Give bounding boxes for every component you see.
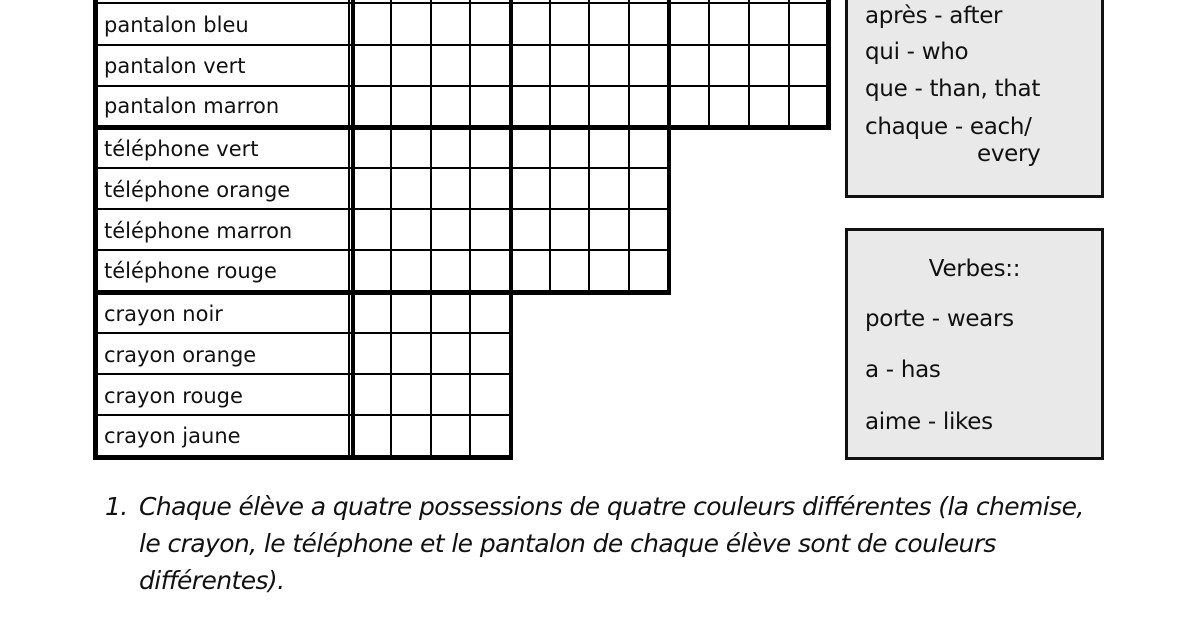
grid-cell[interactable] [513, 251, 548, 289]
grid-cell[interactable] [590, 251, 625, 289]
grid-cell[interactable] [630, 4, 665, 42]
grid-cell[interactable] [471, 4, 506, 42]
grid-line [94, 125, 831, 130]
grid-line [628, 0, 630, 293]
grid-cell[interactable] [355, 295, 390, 333]
grid-cell[interactable] [432, 46, 467, 84]
row-label: crayon noir [104, 302, 223, 326]
grid-cell[interactable] [630, 251, 665, 289]
grid-cell[interactable] [630, 169, 665, 207]
clue-line: différentes). [139, 566, 285, 595]
grid-cell[interactable] [471, 251, 506, 289]
grid-line [94, 290, 670, 295]
grid-cell[interactable] [513, 4, 548, 42]
grid-cell[interactable] [432, 334, 467, 372]
grid-cell[interactable] [471, 416, 506, 454]
grid-cell[interactable] [355, 87, 390, 125]
vocab-line: chaque - each/ [865, 114, 1032, 140]
clue-line: Chaque élève a quatre possessions de quatre couleurs différentes (la chemise, [139, 492, 1084, 521]
grid-cell[interactable] [432, 210, 467, 248]
grid-line [93, 0, 98, 460]
grid-line [469, 0, 471, 458]
grid-cell[interactable] [392, 375, 427, 413]
grid-line [748, 0, 750, 128]
grid-line [94, 373, 512, 375]
grid-cell[interactable] [513, 87, 548, 125]
grid-cell[interactable] [392, 251, 427, 289]
row-label: pantalon vert [104, 54, 246, 78]
grid-cell[interactable] [471, 295, 506, 333]
verb-line: a - has [865, 357, 941, 383]
grid-cell[interactable] [392, 130, 427, 168]
clue-number: 1. [105, 492, 128, 521]
grid-line [94, 44, 830, 46]
grid-line [94, 167, 670, 169]
grid-cell[interactable] [551, 251, 586, 289]
vocab-line: après - after [865, 3, 1003, 29]
grid-cell[interactable] [630, 210, 665, 248]
grid-cell[interactable] [671, 87, 706, 125]
grid-cell[interactable] [355, 334, 390, 372]
row-label: téléphone marron [104, 219, 293, 243]
clue-text [139, 488, 1099, 599]
grid-cell[interactable] [630, 87, 665, 125]
grid-line [94, 85, 830, 87]
grid-cell[interactable] [513, 210, 548, 248]
grid-cell[interactable] [750, 87, 785, 125]
grid-cell[interactable] [432, 169, 467, 207]
grid-cell[interactable] [392, 87, 427, 125]
grid-line [667, 0, 671, 295]
grid-cell[interactable] [392, 46, 427, 84]
grid-line [549, 0, 551, 293]
grid-cell[interactable] [355, 416, 390, 454]
grid-cell[interactable] [590, 169, 625, 207]
grid-cell[interactable] [432, 130, 467, 168]
grid-cell[interactable] [355, 210, 390, 248]
grid-cell[interactable] [750, 46, 785, 84]
grid-cell[interactable] [590, 130, 625, 168]
grid-line [94, 332, 512, 334]
grid-cell[interactable] [355, 46, 390, 84]
row-label: pantalon marron [104, 94, 280, 118]
grid-cell[interactable] [432, 4, 467, 42]
grid-line [94, 414, 512, 416]
grid-cell[interactable] [513, 169, 548, 207]
grid-line [509, 0, 513, 460]
grid-cell[interactable] [551, 210, 586, 248]
verbs-title: Verbes:: [928, 256, 1021, 282]
grid-cell[interactable] [392, 416, 427, 454]
grid-cell[interactable] [710, 46, 745, 84]
grid-cell[interactable] [471, 334, 506, 372]
grid-cell[interactable] [551, 130, 586, 168]
grid-cell[interactable] [355, 375, 390, 413]
grid-line [708, 0, 710, 128]
grid-cell[interactable] [471, 210, 506, 248]
grid-cell[interactable] [392, 4, 427, 42]
grid-line [588, 0, 590, 293]
vocab-line: qui - who [865, 39, 969, 65]
grid-cell[interactable] [551, 46, 586, 84]
grid-cell[interactable] [432, 295, 467, 333]
grid-cell[interactable] [790, 46, 825, 84]
grid-cell[interactable] [432, 87, 467, 125]
grid-cell[interactable] [551, 169, 586, 207]
row-label: crayon orange [104, 343, 257, 367]
verbs-box [845, 228, 1104, 460]
grid-cell[interactable] [392, 295, 427, 333]
grid-line [94, 2, 830, 4]
grid-cell[interactable] [590, 87, 625, 125]
grid-cell[interactable] [710, 4, 745, 42]
grid-cell[interactable] [790, 4, 825, 42]
grid-cell[interactable] [551, 87, 586, 125]
grid-cell[interactable] [551, 4, 586, 42]
row-label: téléphone orange [104, 178, 291, 202]
grid-line [94, 208, 670, 210]
grid-cell[interactable] [432, 416, 467, 454]
vocab-box [845, 0, 1104, 198]
grid-cell[interactable] [513, 46, 548, 84]
grid-line [788, 0, 790, 128]
grid-cell[interactable] [392, 210, 427, 248]
grid-cell[interactable] [590, 46, 625, 84]
grid-cell[interactable] [750, 4, 785, 42]
grid-cell[interactable] [630, 130, 665, 168]
verb-line: aime - likes [865, 409, 993, 435]
row-label: pantalon bleu [104, 13, 249, 37]
grid-line [94, 249, 670, 251]
grid-cell[interactable] [710, 87, 745, 125]
grid-line [351, 0, 355, 458]
grid-cell[interactable] [355, 251, 390, 289]
row-label: crayon jaune [104, 424, 241, 448]
grid-cell[interactable] [671, 46, 706, 84]
grid-cell[interactable] [392, 334, 427, 372]
grid-cell[interactable] [432, 375, 467, 413]
grid-cell[interactable] [471, 130, 506, 168]
row-label: téléphone vert [104, 137, 259, 161]
grid-line [430, 0, 432, 458]
grid-line [826, 0, 831, 130]
row-label: crayon rouge [104, 384, 243, 408]
grid-cell[interactable] [590, 4, 625, 42]
grid-line [348, 0, 350, 458]
vocab-line: every [977, 141, 1041, 167]
grid-cell[interactable] [630, 46, 665, 84]
grid-cell[interactable] [355, 169, 390, 207]
clue-line: le crayon, le téléphone et le pantalon de chaque élève sont de couleurs [139, 529, 996, 558]
grid-cell[interactable] [355, 4, 390, 42]
grid-line [94, 455, 512, 460]
grid-cell[interactable] [671, 4, 706, 42]
grid-cell[interactable] [432, 251, 467, 289]
verb-line: porte - wears [865, 306, 1014, 332]
vocab-line: que - than, that [865, 76, 1041, 102]
grid-line [390, 0, 392, 458]
grid-cell[interactable] [471, 375, 506, 413]
grid-cell[interactable] [355, 130, 390, 168]
grid-cell[interactable] [471, 169, 506, 207]
grid-cell[interactable] [471, 46, 506, 84]
grid-cell[interactable] [590, 210, 625, 248]
row-label: téléphone rouge [104, 259, 277, 283]
grid-cell[interactable] [513, 130, 548, 168]
grid-cell[interactable] [790, 87, 825, 125]
grid-cell[interactable] [392, 169, 427, 207]
grid-cell[interactable] [471, 87, 506, 125]
